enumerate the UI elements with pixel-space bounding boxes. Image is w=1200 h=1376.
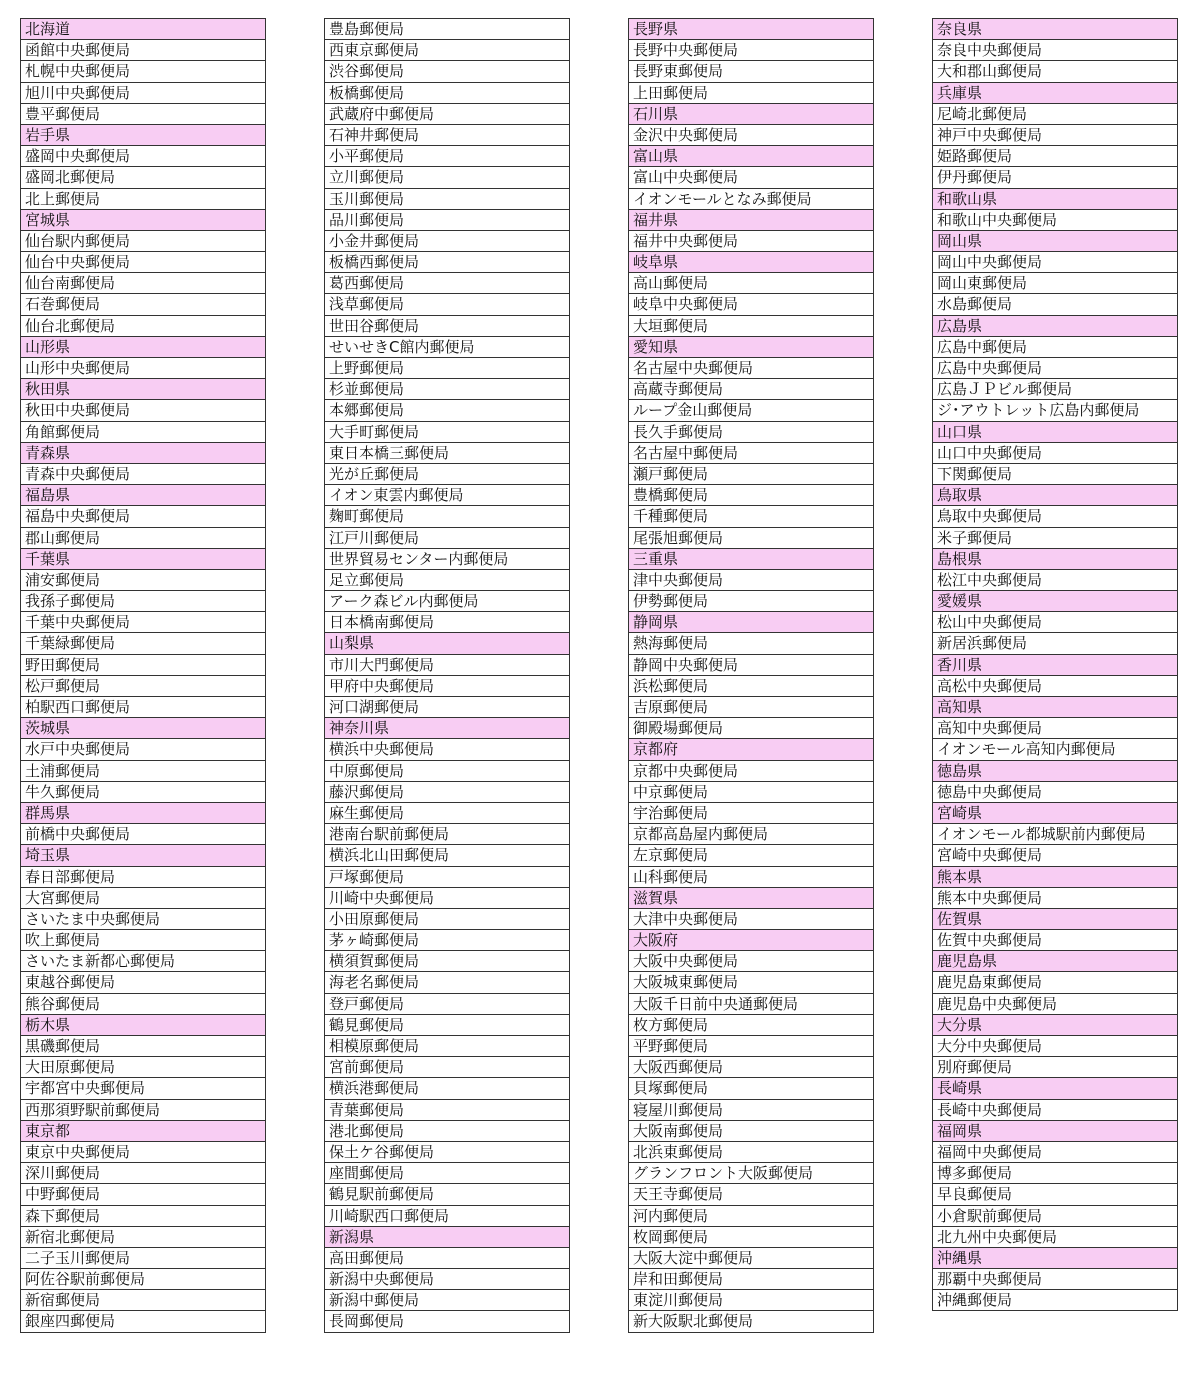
post-office-name: 豊平郵便局 <box>21 104 265 125</box>
post-office-name: 宇都宮中央郵便局 <box>21 1078 265 1099</box>
post-office-name: 宇治郵便局 <box>629 803 873 824</box>
post-office-name: 伊丹郵便局 <box>933 167 1177 188</box>
post-office-name: 大津中央郵便局 <box>629 909 873 930</box>
post-office-name: 浦安郵便局 <box>21 570 265 591</box>
post-office-name: 甲府中央郵便局 <box>325 676 569 697</box>
prefecture-header: 福岡県 <box>933 1121 1177 1142</box>
post-office-name: 東淀川郵便局 <box>629 1290 873 1311</box>
post-office-name: 熱海郵便局 <box>629 633 873 654</box>
post-office-name: 登戸郵便局 <box>325 994 569 1015</box>
post-office-name: 青森中央郵便局 <box>21 464 265 485</box>
prefecture-header: 京都府 <box>629 739 873 760</box>
post-office-name: 新潟中郵便局 <box>325 1290 569 1311</box>
post-office-name: 姫路郵便局 <box>933 146 1177 167</box>
post-office-name: 長野東郵便局 <box>629 61 873 82</box>
post-office-name: 野田郵便局 <box>21 655 265 676</box>
post-office-name: 中野郵便局 <box>21 1184 265 1205</box>
post-office-name: 大宮郵便局 <box>21 888 265 909</box>
post-office-name: 岡山中央郵便局 <box>933 252 1177 273</box>
post-office-name: 仙台中央郵便局 <box>21 252 265 273</box>
post-office-name: 春日部郵便局 <box>21 867 265 888</box>
post-office-name: さいたま中央郵便局 <box>21 909 265 930</box>
post-office-name: 博多郵便局 <box>933 1163 1177 1184</box>
post-office-name: 松山中央郵便局 <box>933 612 1177 633</box>
post-office-name: 川崎駅西口郵便局 <box>325 1206 569 1227</box>
post-office-name: 横浜北山田郵便局 <box>325 845 569 866</box>
prefecture-header: 三重県 <box>629 549 873 570</box>
prefecture-header: 和歌山県 <box>933 189 1177 210</box>
post-office-name: 名古屋中央郵便局 <box>629 358 873 379</box>
post-office-name: 吹上郵便局 <box>21 930 265 951</box>
post-office-name: 伊勢郵便局 <box>629 591 873 612</box>
post-office-name: 京都高島屋内郵便局 <box>629 824 873 845</box>
prefecture-header: 新潟県 <box>325 1227 569 1248</box>
post-office-name: 黒磯郵便局 <box>21 1036 265 1057</box>
post-office-name: 東京中央郵便局 <box>21 1142 265 1163</box>
post-office-name: 石神井郵便局 <box>325 125 569 146</box>
post-office-name: 石巻郵便局 <box>21 294 265 315</box>
prefecture-header: 鳥取県 <box>933 485 1177 506</box>
prefecture-header: 長崎県 <box>933 1078 1177 1099</box>
post-office-name: 品川郵便局 <box>325 210 569 231</box>
post-office-name: 米子郵便局 <box>933 528 1177 549</box>
post-office-name: 松江中央郵便局 <box>933 570 1177 591</box>
post-office-name: 大和郡山郵便局 <box>933 61 1177 82</box>
prefecture-header: 福井県 <box>629 210 873 231</box>
post-office-name: 仙台北郵便局 <box>21 316 265 337</box>
post-office-name: 福井中央郵便局 <box>629 231 873 252</box>
post-office-name: 河口湖郵便局 <box>325 697 569 718</box>
prefecture-header: 秋田県 <box>21 379 265 400</box>
post-office-name: 尾張旭郵便局 <box>629 528 873 549</box>
post-office-name: 貝塚郵便局 <box>629 1078 873 1099</box>
post-office-name: 高松中央郵便局 <box>933 676 1177 697</box>
post-office-name: 東越谷郵便局 <box>21 972 265 993</box>
post-office-name: 郡山郵便局 <box>21 528 265 549</box>
post-office-name: 名古屋中郵便局 <box>629 443 873 464</box>
post-office-name: 本郷郵便局 <box>325 400 569 421</box>
post-office-name: 千葉中央郵便局 <box>21 612 265 633</box>
post-office-name: 武蔵府中郵便局 <box>325 104 569 125</box>
post-office-list-column-4 <box>932 18 1178 1311</box>
post-office-name: 上田郵便局 <box>629 83 873 104</box>
post-office-name: イオン東雲内郵便局 <box>325 485 569 506</box>
post-office-name: 下関郵便局 <box>933 464 1177 485</box>
post-office-name: 東日本橋三郵便局 <box>325 443 569 464</box>
prefecture-header: 沖縄県 <box>933 1248 1177 1269</box>
post-office-name: 麻生郵便局 <box>325 803 569 824</box>
prefecture-header: 神奈川県 <box>325 718 569 739</box>
prefecture-header: 兵庫県 <box>933 83 1177 104</box>
prefecture-header: 鹿児島県 <box>933 951 1177 972</box>
post-office-name: 板橋西郵便局 <box>325 252 569 273</box>
post-office-name: 広島中郵便局 <box>933 337 1177 358</box>
post-office-name: 大阪中央郵便局 <box>629 951 873 972</box>
post-office-name: 中原郵便局 <box>325 761 569 782</box>
post-office-name: 瀬戸郵便局 <box>629 464 873 485</box>
post-office-name: 葛西郵便局 <box>325 273 569 294</box>
post-office-name: 大田原郵便局 <box>21 1057 265 1078</box>
post-office-name: 北九州中央郵便局 <box>933 1227 1177 1248</box>
post-office-name: 立川郵便局 <box>325 167 569 188</box>
post-office-name: 横須賀郵便局 <box>325 951 569 972</box>
post-office-name: 金沢中央郵便局 <box>629 125 873 146</box>
post-office-name: 大阪城東郵便局 <box>629 972 873 993</box>
prefecture-header: 福島県 <box>21 485 265 506</box>
post-office-list-column-1 <box>20 18 266 1333</box>
post-office-name: 大手町郵便局 <box>325 422 569 443</box>
prefecture-header: 富山県 <box>629 146 873 167</box>
post-office-name: 西那須野駅前郵便局 <box>21 1100 265 1121</box>
post-office-name: 鹿児島中央郵便局 <box>933 994 1177 1015</box>
post-office-name: 板橋郵便局 <box>325 83 569 104</box>
post-office-name: アーク森ビル内郵便局 <box>325 591 569 612</box>
post-office-name: 浅草郵便局 <box>325 294 569 315</box>
post-office-name: 玉川郵便局 <box>325 189 569 210</box>
prefecture-header: 宮城県 <box>21 210 265 231</box>
post-office-name: 高田郵便局 <box>325 1248 569 1269</box>
post-office-name: 麹町郵便局 <box>325 506 569 527</box>
post-office-name: 港北郵便局 <box>325 1121 569 1142</box>
post-office-name: 松戸郵便局 <box>21 676 265 697</box>
post-office-name: 盛岡中央郵便局 <box>21 146 265 167</box>
post-office-name: 西東京郵便局 <box>325 40 569 61</box>
prefecture-header: 青森県 <box>21 443 265 464</box>
post-office-name: 高山郵便局 <box>629 273 873 294</box>
post-office-name: 仙台南郵便局 <box>21 273 265 294</box>
post-office-name: 上野郵便局 <box>325 358 569 379</box>
prefecture-header: 埼玉県 <box>21 845 265 866</box>
post-office-name: 水戸中央郵便局 <box>21 739 265 760</box>
post-office-name: 新宿北郵便局 <box>21 1227 265 1248</box>
post-office-name: 徳島中央郵便局 <box>933 782 1177 803</box>
post-office-name: 枚岡郵便局 <box>629 1227 873 1248</box>
post-office-name: 仙台駅内郵便局 <box>21 231 265 252</box>
post-office-name: 枚方郵便局 <box>629 1015 873 1036</box>
post-office-name: 海老名郵便局 <box>325 972 569 993</box>
post-office-name: 佐賀中央郵便局 <box>933 930 1177 951</box>
post-office-name: 土浦郵便局 <box>21 761 265 782</box>
post-office-name: 奈良中央郵便局 <box>933 40 1177 61</box>
prefecture-header: 静岡県 <box>629 612 873 633</box>
post-office-name: 鳥取中央郵便局 <box>933 506 1177 527</box>
prefecture-header: 大阪府 <box>629 930 873 951</box>
post-office-name: 港南台駅前郵便局 <box>325 824 569 845</box>
prefecture-header: 千葉県 <box>21 549 265 570</box>
post-office-name: 森下郵便局 <box>21 1206 265 1227</box>
post-office-name: 大垣郵便局 <box>629 316 873 337</box>
post-office-name: 広島ＪＰビル郵便局 <box>933 379 1177 400</box>
prefecture-header: 香川県 <box>933 655 1177 676</box>
post-office-name: 寝屋川郵便局 <box>629 1100 873 1121</box>
prefecture-header: 愛媛県 <box>933 591 1177 612</box>
post-office-name: 福島中央郵便局 <box>21 506 265 527</box>
post-office-name: 深川郵便局 <box>21 1163 265 1184</box>
post-office-name: 長岡郵便局 <box>325 1311 569 1332</box>
post-office-name: 尼崎北郵便局 <box>933 104 1177 125</box>
post-office-name: 神戸中央郵便局 <box>933 125 1177 146</box>
prefecture-header: 奈良県 <box>933 19 1177 40</box>
post-office-name: イオンモール高知内郵便局 <box>933 739 1177 760</box>
post-office-name: 岡山東郵便局 <box>933 273 1177 294</box>
post-office-name: 富山中央郵便局 <box>629 167 873 188</box>
post-office-name: ジ･アウトレット広島内郵便局 <box>933 400 1177 421</box>
post-office-name: 函館中央郵便局 <box>21 40 265 61</box>
post-office-name: 広島中央郵便局 <box>933 358 1177 379</box>
prefecture-header: 栃木県 <box>21 1015 265 1036</box>
post-office-name: 岐阜中央郵便局 <box>629 294 873 315</box>
prefecture-header: 広島県 <box>933 316 1177 337</box>
post-office-name: 小平郵便局 <box>325 146 569 167</box>
post-office-name: 盛岡北郵便局 <box>21 167 265 188</box>
prefecture-header: 愛知県 <box>629 337 873 358</box>
post-office-name: 相模原郵便局 <box>325 1036 569 1057</box>
post-office-name: 別府郵便局 <box>933 1057 1177 1078</box>
prefecture-header: 熊本県 <box>933 867 1177 888</box>
prefecture-header: 石川県 <box>629 104 873 125</box>
post-office-name: 青葉郵便局 <box>325 1100 569 1121</box>
post-office-name: 山形中央郵便局 <box>21 358 265 379</box>
post-office-name: 鶴見郵便局 <box>325 1015 569 1036</box>
post-office-name: 座間郵便局 <box>325 1163 569 1184</box>
post-office-name: 浜松郵便局 <box>629 676 873 697</box>
post-office-name: 北上郵便局 <box>21 189 265 210</box>
prefecture-header: 東京都 <box>21 1121 265 1142</box>
post-office-name: 小田原郵便局 <box>325 909 569 930</box>
post-office-name: 千葉緑郵便局 <box>21 633 265 654</box>
post-office-name: 大阪南郵便局 <box>629 1121 873 1142</box>
post-office-name: 日本橋南郵便局 <box>325 612 569 633</box>
post-office-name: 早良郵便局 <box>933 1184 1177 1205</box>
post-office-name: 市川大門郵便局 <box>325 655 569 676</box>
post-office-name: 熊本中央郵便局 <box>933 888 1177 909</box>
post-office-name: 長久手郵便局 <box>629 422 873 443</box>
post-office-name: さいたま新都心郵便局 <box>21 951 265 972</box>
post-office-name: 前橋中央郵便局 <box>21 824 265 845</box>
post-office-name: 津中央郵便局 <box>629 570 873 591</box>
post-office-name: 我孫子郵便局 <box>21 591 265 612</box>
post-office-name: 世田谷郵便局 <box>325 316 569 337</box>
post-office-name: 横浜港郵便局 <box>325 1078 569 1099</box>
post-office-name: 那覇中央郵便局 <box>933 1269 1177 1290</box>
post-office-name: 高知中央郵便局 <box>933 718 1177 739</box>
post-office-name: 水島郵便局 <box>933 294 1177 315</box>
post-office-name: 天王寺郵便局 <box>629 1184 873 1205</box>
post-office-name: 宮崎中央郵便局 <box>933 845 1177 866</box>
post-office-name: 新潟中央郵便局 <box>325 1269 569 1290</box>
post-office-name: 川崎中央郵便局 <box>325 888 569 909</box>
post-office-name: 牛久郵便局 <box>21 782 265 803</box>
prefecture-header: 徳島県 <box>933 761 1177 782</box>
post-office-list-column-2 <box>324 18 570 1333</box>
post-office-name: 鹿児島東郵便局 <box>933 972 1177 993</box>
post-office-name: グランフロント大阪郵便局 <box>629 1163 873 1184</box>
post-office-name: 長崎中央郵便局 <box>933 1100 1177 1121</box>
post-office-list-column-3 <box>628 18 874 1333</box>
post-office-name: イオンモールとなみ郵便局 <box>629 189 873 210</box>
post-office-name: 足立郵便局 <box>325 570 569 591</box>
prefecture-header: 岡山県 <box>933 231 1177 252</box>
prefecture-header: 高知県 <box>933 697 1177 718</box>
post-office-name: 長野中央郵便局 <box>629 40 873 61</box>
post-office-name: 阿佐谷駅前郵便局 <box>21 1269 265 1290</box>
post-office-name: 大阪千日前中央通郵便局 <box>629 994 873 1015</box>
prefecture-header: 島根県 <box>933 549 1177 570</box>
post-office-name: 福岡中央郵便局 <box>933 1142 1177 1163</box>
post-office-name: 鶴見駅前郵便局 <box>325 1184 569 1205</box>
post-office-name: 河内郵便局 <box>629 1206 873 1227</box>
post-office-name: 新大阪駅北郵便局 <box>629 1311 873 1332</box>
post-office-name: 熊谷郵便局 <box>21 994 265 1015</box>
post-office-name: 柏駅西口郵便局 <box>21 697 265 718</box>
post-office-name: 戸塚郵便局 <box>325 867 569 888</box>
post-office-name: 北浜東郵便局 <box>629 1142 873 1163</box>
post-office-name: 旭川中央郵便局 <box>21 83 265 104</box>
post-office-name: 豊橋郵便局 <box>629 485 873 506</box>
post-office-name: 吉原郵便局 <box>629 697 873 718</box>
prefecture-header: 山梨県 <box>325 633 569 654</box>
prefecture-header: 山口県 <box>933 422 1177 443</box>
post-office-name: 岸和田郵便局 <box>629 1269 873 1290</box>
post-office-name: 小倉駅前郵便局 <box>933 1206 1177 1227</box>
post-office-name: 千種郵便局 <box>629 506 873 527</box>
post-office-name: 御殿場郵便局 <box>629 718 873 739</box>
post-office-name: 秋田中央郵便局 <box>21 400 265 421</box>
prefecture-header: 岐阜県 <box>629 252 873 273</box>
prefecture-header: 大分県 <box>933 1015 1177 1036</box>
post-office-name: ループ金山郵便局 <box>629 400 873 421</box>
post-office-name: 光が丘郵便局 <box>325 464 569 485</box>
post-office-name: 小金井郵便局 <box>325 231 569 252</box>
post-office-name: 札幌中央郵便局 <box>21 61 265 82</box>
post-office-name: 大分中央郵便局 <box>933 1036 1177 1057</box>
post-office-name: 静岡中央郵便局 <box>629 655 873 676</box>
post-office-name: 豊島郵便局 <box>325 19 569 40</box>
post-office-name: 渋谷郵便局 <box>325 61 569 82</box>
prefecture-header: 北海道 <box>21 19 265 40</box>
post-office-name: 杉並郵便局 <box>325 379 569 400</box>
post-office-name: 山口中央郵便局 <box>933 443 1177 464</box>
post-office-name: 世界貿易センター内郵便局 <box>325 549 569 570</box>
prefecture-header: 山形県 <box>21 337 265 358</box>
post-office-name: 二子玉川郵便局 <box>21 1248 265 1269</box>
post-office-name: 角館郵便局 <box>21 422 265 443</box>
post-office-name: 平野郵便局 <box>629 1036 873 1057</box>
post-office-name: 江戸川郵便局 <box>325 528 569 549</box>
post-office-name: 新居浜郵便局 <box>933 633 1177 654</box>
post-office-name: 新宿郵便局 <box>21 1290 265 1311</box>
post-office-name: 沖縄郵便局 <box>933 1290 1177 1311</box>
post-office-name: 横浜中央郵便局 <box>325 739 569 760</box>
prefecture-header: 岩手県 <box>21 125 265 146</box>
post-office-name: 大阪西郵便局 <box>629 1057 873 1078</box>
prefecture-header: 長野県 <box>629 19 873 40</box>
prefecture-header: 茨城県 <box>21 718 265 739</box>
prefecture-header: 滋賀県 <box>629 888 873 909</box>
post-office-name: イオンモール都城駅前内郵便局 <box>933 824 1177 845</box>
post-office-name: 保土ケ谷郵便局 <box>325 1142 569 1163</box>
post-office-name: せいせきC館内郵便局 <box>325 337 569 358</box>
post-office-name: 山科郵便局 <box>629 867 873 888</box>
prefecture-header: 佐賀県 <box>933 909 1177 930</box>
prefecture-header: 群馬県 <box>21 803 265 824</box>
post-office-name: 高蔵寺郵便局 <box>629 379 873 400</box>
post-office-name: 京都中央郵便局 <box>629 761 873 782</box>
prefecture-header: 宮崎県 <box>933 803 1177 824</box>
post-office-name: 中京郵便局 <box>629 782 873 803</box>
post-office-name: 宮前郵便局 <box>325 1057 569 1078</box>
post-office-name: 和歌山中央郵便局 <box>933 210 1177 231</box>
post-office-name: 茅ヶ崎郵便局 <box>325 930 569 951</box>
post-office-name: 銀座四郵便局 <box>21 1311 265 1332</box>
post-office-name: 藤沢郵便局 <box>325 782 569 803</box>
post-office-name: 左京郵便局 <box>629 845 873 866</box>
post-office-name: 大阪大淀中郵便局 <box>629 1248 873 1269</box>
